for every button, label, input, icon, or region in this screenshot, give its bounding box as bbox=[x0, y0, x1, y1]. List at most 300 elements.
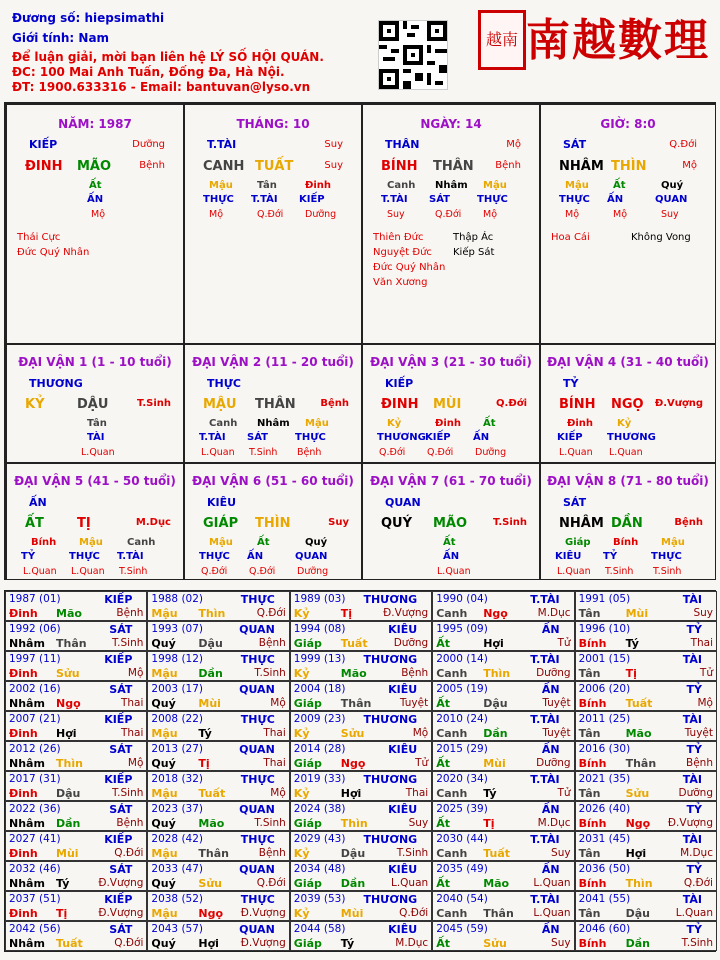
year-cell[interactable] bbox=[147, 621, 289, 651]
gender: Giới tính: Nam bbox=[12, 31, 110, 45]
year-label: 1993 (07) bbox=[151, 623, 204, 635]
year-stem: Canh bbox=[436, 667, 468, 680]
year-cell[interactable] bbox=[575, 651, 717, 681]
year-cell[interactable] bbox=[290, 741, 432, 771]
luck-branch: TỊ bbox=[77, 516, 91, 531]
year-god: TÀI bbox=[682, 833, 702, 846]
year-stem: Tân bbox=[578, 847, 601, 860]
year-cell[interactable] bbox=[432, 801, 574, 831]
luck-cell-6[interactable] bbox=[362, 463, 540, 580]
year-stem: Quý bbox=[151, 637, 176, 650]
year-stage: Đ.Vượng bbox=[383, 607, 429, 619]
year-god: KIẾP bbox=[104, 653, 133, 666]
year-stage: Mộ bbox=[127, 667, 144, 679]
pillar-branch: THÂN bbox=[433, 159, 474, 174]
year-god: QUAN bbox=[239, 683, 275, 696]
qr-code-graphic bbox=[379, 21, 447, 89]
year-cell[interactable] bbox=[5, 651, 147, 681]
year-stage: L.Quan bbox=[533, 907, 571, 919]
year-god: ẤN bbox=[541, 803, 560, 816]
luck-hidden-stem: Ất bbox=[257, 537, 270, 548]
year-cell[interactable] bbox=[147, 681, 289, 711]
luck-hidden-stem: Đinh bbox=[567, 418, 594, 429]
year-label: 2014 (28) bbox=[293, 743, 346, 755]
year-stem: Đinh bbox=[9, 667, 38, 680]
year-cell[interactable] bbox=[290, 831, 432, 861]
year-label: 2039 (53) bbox=[293, 893, 346, 905]
luck-hidden-stage: T.Sinh bbox=[119, 566, 148, 577]
year-god: ẤN bbox=[541, 623, 560, 636]
year-branch: Dần bbox=[198, 667, 223, 680]
year-cell[interactable] bbox=[290, 921, 432, 951]
year-branch: Ngọ bbox=[340, 757, 366, 770]
pillar-cell-1[interactable] bbox=[184, 104, 362, 344]
year-cell[interactable] bbox=[5, 591, 147, 621]
year-stem: Tân bbox=[578, 907, 601, 920]
year-stem: Canh bbox=[436, 907, 468, 920]
year-cell[interactable] bbox=[432, 621, 574, 651]
year-god: KIẾP bbox=[104, 773, 133, 786]
year-stem: Canh bbox=[436, 847, 468, 860]
star: Đức Quý Nhân bbox=[373, 262, 446, 273]
year-cell[interactable] bbox=[5, 861, 147, 891]
year-cell[interactable] bbox=[290, 651, 432, 681]
pillar-cell-2[interactable] bbox=[362, 104, 540, 344]
year-branch: Sửu bbox=[56, 667, 80, 680]
year-label: 2031 (45) bbox=[578, 833, 631, 845]
year-god: SÁT bbox=[109, 923, 133, 936]
luck-branch: THÌN bbox=[255, 516, 291, 531]
year-god: KIẾP bbox=[104, 893, 133, 906]
luck-branch: THÂN bbox=[255, 397, 296, 412]
luck-god: THƯƠNG bbox=[29, 377, 83, 390]
hidden-god: ẤN bbox=[607, 194, 624, 205]
year-label: 2037 (51) bbox=[9, 893, 61, 905]
year-stage: Mộ bbox=[697, 697, 713, 709]
year-branch: Thìn bbox=[625, 877, 653, 890]
year-stem: Đinh bbox=[9, 787, 38, 800]
year-god: ẤN bbox=[541, 923, 560, 936]
pillar-cell-0[interactable] bbox=[6, 104, 184, 344]
luck-hidden-stem: Mậu bbox=[79, 537, 103, 548]
year-label: 2011 (25) bbox=[578, 713, 631, 725]
year-branch: Thìn bbox=[198, 607, 226, 620]
pillar-title: NGÀY: 14 bbox=[420, 117, 482, 131]
year-label: 2035 (49) bbox=[436, 863, 488, 875]
year-stage: L.Quan bbox=[533, 877, 571, 889]
hidden-stage: Q.Đới bbox=[257, 209, 284, 220]
year-label: 2010 (24) bbox=[436, 713, 488, 725]
year-cell[interactable] bbox=[575, 801, 717, 831]
year-label: 2038 (52) bbox=[151, 893, 204, 905]
hidden-god: THỰC bbox=[559, 194, 590, 205]
year-stage: Mộ bbox=[270, 787, 286, 799]
year-branch: Mùi bbox=[483, 757, 506, 770]
year-cell[interactable] bbox=[5, 891, 147, 921]
luck-hidden-god: THỰC bbox=[199, 551, 230, 562]
year-stage: M.Dục bbox=[537, 817, 571, 829]
star: Hoa Cái bbox=[551, 232, 590, 243]
year-cell[interactable] bbox=[575, 621, 717, 651]
year-god: TỶ bbox=[686, 743, 702, 756]
year-label: 1987 (01) bbox=[9, 593, 61, 605]
luck-hidden-stem: Đinh bbox=[435, 418, 462, 429]
year-cell[interactable] bbox=[290, 861, 432, 891]
year-cell[interactable] bbox=[147, 831, 289, 861]
year-stem: Nhâm bbox=[9, 697, 45, 710]
year-stem: Nhâm bbox=[9, 817, 45, 830]
year-stem: Quý bbox=[151, 757, 176, 770]
year-branch: Tuất bbox=[198, 787, 226, 800]
year-cell[interactable] bbox=[290, 711, 432, 741]
year-cell[interactable] bbox=[432, 681, 574, 711]
luck-hidden-god: TỶ bbox=[21, 551, 36, 562]
year-cell[interactable] bbox=[290, 681, 432, 711]
luck-hidden-stem: Canh bbox=[127, 537, 156, 548]
year-stem: Nhâm bbox=[9, 877, 45, 890]
hidden-god: T.TÀI bbox=[251, 194, 278, 205]
year-branch: Dậu bbox=[56, 787, 81, 800]
year-label: 2041 (55) bbox=[578, 893, 631, 905]
year-cell[interactable] bbox=[575, 861, 717, 891]
year-god: KIÊU bbox=[388, 623, 418, 636]
year-label: 2036 (50) bbox=[578, 863, 631, 875]
year-branch: Tị bbox=[483, 817, 495, 830]
luck-hidden-stem: Bính bbox=[31, 537, 57, 548]
year-cell[interactable] bbox=[432, 891, 574, 921]
hidden-stage: Mộ bbox=[483, 209, 498, 220]
year-god: T.TÀI bbox=[530, 593, 560, 606]
year-stage: Đ.Vượng bbox=[667, 817, 713, 829]
year-cell[interactable] bbox=[147, 591, 289, 621]
year-branch: Hợi bbox=[198, 937, 219, 950]
luck-hidden-stem: Nhâm bbox=[257, 418, 290, 429]
year-cell[interactable] bbox=[147, 711, 289, 741]
luck-title: ĐẠI VẬN 2 (11 - 20 tuổi) bbox=[192, 355, 354, 369]
year-cell[interactable] bbox=[575, 591, 717, 621]
year-label: 1995 (09) bbox=[436, 623, 488, 635]
year-stem: Ất bbox=[436, 697, 450, 710]
year-cell[interactable] bbox=[147, 891, 289, 921]
year-cell[interactable] bbox=[575, 711, 717, 741]
luck-hidden-god: ẤN bbox=[247, 551, 264, 562]
year-stage: Q.Đới bbox=[256, 607, 286, 619]
year-branch: Dần bbox=[56, 817, 81, 830]
year-cell[interactable] bbox=[575, 771, 717, 801]
year-god: SÁT bbox=[109, 863, 133, 876]
year-god: TÀI bbox=[682, 713, 702, 726]
year-label: 2030 (44) bbox=[436, 833, 488, 845]
year-stage: Suy bbox=[551, 847, 571, 859]
year-cell[interactable] bbox=[432, 651, 574, 681]
year-cell[interactable] bbox=[147, 651, 289, 681]
year-god: KIÊU bbox=[388, 743, 418, 756]
luck-cell-1[interactable] bbox=[184, 344, 362, 463]
pillar-stage: Suy bbox=[324, 160, 343, 171]
hidden-stem: Đinh bbox=[305, 180, 332, 191]
year-branch: Mùi bbox=[340, 907, 364, 920]
year-stage: T.Sinh bbox=[681, 937, 713, 949]
year-branch: Tý bbox=[340, 937, 355, 950]
year-god: THỰC bbox=[240, 713, 275, 726]
year-stage: L.Quan bbox=[675, 907, 713, 919]
year-label: 1990 (04) bbox=[436, 593, 488, 605]
year-god: THỰC bbox=[240, 773, 275, 786]
year-label: 2000 (14) bbox=[436, 653, 488, 665]
year-cell[interactable] bbox=[147, 861, 289, 891]
luck-hidden-stage: Q.Đới bbox=[249, 566, 276, 577]
hidden-god: T.TÀI bbox=[381, 194, 408, 205]
year-cell[interactable] bbox=[5, 621, 147, 651]
year-stage: T.Sinh bbox=[111, 637, 144, 649]
luck-cell-7[interactable] bbox=[540, 463, 716, 580]
hidden-stage: Mộ bbox=[91, 209, 106, 220]
pillar-cell-3[interactable] bbox=[540, 104, 716, 344]
luck-stage: Đ.Vượng bbox=[654, 398, 703, 409]
year-god: SÁT bbox=[109, 743, 133, 756]
year-cell[interactable] bbox=[147, 771, 289, 801]
year-god: THƯƠNG bbox=[363, 713, 418, 726]
year-branch: Thìn bbox=[56, 757, 83, 770]
year-god: ẤN bbox=[541, 683, 560, 696]
year-cell[interactable] bbox=[290, 891, 432, 921]
contact-note: Để luận giải, mời bạn liên hệ LÝ SỐ HỘI QUÁN. bbox=[12, 50, 324, 64]
luck-hidden-stage: T.Sinh bbox=[653, 566, 682, 577]
year-god: QUAN bbox=[239, 923, 275, 936]
luck-stage: T.Sinh bbox=[137, 398, 171, 409]
year-god: THỰC bbox=[240, 593, 275, 606]
luck-hidden-stage: L.Quan bbox=[23, 566, 57, 577]
year-label: 2027 (41) bbox=[9, 833, 61, 845]
year-cell[interactable] bbox=[147, 741, 289, 771]
luck-title: ĐẠI VẬN 7 (61 - 70 tuổi) bbox=[370, 474, 532, 488]
pillar-top-stage: Mộ bbox=[506, 139, 521, 150]
logo bbox=[500, 6, 710, 66]
year-branch: Dần bbox=[340, 877, 366, 890]
luck-hidden-stem: Bính bbox=[613, 537, 639, 548]
year-cell[interactable] bbox=[5, 681, 147, 711]
year-cell[interactable] bbox=[432, 741, 574, 771]
luck-hidden-god: QUAN bbox=[295, 551, 328, 562]
year-stem: Giáp bbox=[293, 757, 322, 770]
pillar-title: NĂM: 1987 bbox=[58, 117, 132, 131]
pillar-stage: Mộ bbox=[682, 160, 697, 171]
hidden-stage: Q.Đới bbox=[435, 209, 462, 220]
year-god: QUAN bbox=[239, 623, 275, 636]
year-god: TÀI bbox=[682, 653, 702, 666]
year-branch: Hợi bbox=[340, 787, 362, 800]
luck-stem: QUÝ bbox=[381, 516, 413, 531]
year-god: T.TÀI bbox=[530, 773, 560, 786]
year-label: 2015 (29) bbox=[436, 743, 488, 755]
hidden-god: THỰC bbox=[477, 194, 508, 205]
year-cell[interactable] bbox=[432, 921, 574, 951]
phone-email[interactable]: ĐT: 1900.633316 - Email: bantuvan@lyso.vn bbox=[12, 80, 311, 94]
year-label: 1992 (06) bbox=[9, 623, 61, 635]
luck-cell-5[interactable] bbox=[184, 463, 362, 580]
year-label: 2002 (16) bbox=[9, 683, 61, 695]
year-label: 1997 (11) bbox=[9, 653, 61, 665]
luck-hidden-stage: L.Quan bbox=[201, 447, 235, 458]
year-branch: Sửu bbox=[198, 877, 222, 890]
luck-stem: ẤT bbox=[25, 516, 44, 531]
year-god: T.TÀI bbox=[530, 893, 560, 906]
year-cell[interactable] bbox=[147, 801, 289, 831]
luck-stage: Bệnh bbox=[674, 517, 703, 528]
pillar-top-god: SÁT bbox=[563, 138, 587, 151]
year-branch: Ngọ bbox=[198, 907, 224, 920]
year-stage: Tử bbox=[557, 787, 571, 799]
hidden-stem: Ất bbox=[89, 180, 102, 191]
luck-cell-2[interactable] bbox=[362, 344, 540, 463]
year-cell[interactable] bbox=[290, 801, 432, 831]
hidden-stage: Mộ bbox=[613, 209, 628, 220]
year-cell[interactable] bbox=[432, 831, 574, 861]
luck-hidden-stem: Mậu bbox=[305, 418, 329, 429]
year-label: 1991 (05) bbox=[578, 593, 631, 605]
luck-hidden-god: TỶ bbox=[603, 551, 618, 562]
year-cell[interactable] bbox=[5, 771, 147, 801]
year-stage: T.Sinh bbox=[396, 847, 429, 859]
year-cell[interactable] bbox=[432, 591, 574, 621]
year-branch: Mão bbox=[56, 607, 82, 620]
year-god: TÀI bbox=[682, 593, 702, 606]
year-cell[interactable] bbox=[290, 771, 432, 801]
luck-cell-0[interactable] bbox=[6, 344, 184, 463]
year-label: 2016 (30) bbox=[578, 743, 631, 755]
year-stem: Giáp bbox=[293, 937, 322, 950]
year-stem: Giáp bbox=[293, 637, 322, 650]
year-cell[interactable] bbox=[575, 681, 717, 711]
year-label: 2001 (15) bbox=[578, 653, 631, 665]
luck-stem: GIÁP bbox=[203, 516, 239, 531]
year-god: KIÊU bbox=[388, 803, 418, 816]
year-stem: Đinh bbox=[9, 607, 38, 620]
luck-hidden-god: T.TÀI bbox=[199, 432, 226, 443]
year-stage: Mộ bbox=[412, 727, 429, 739]
pillar-grid bbox=[4, 102, 716, 580]
year-stem: Bính bbox=[578, 937, 607, 950]
luck-hidden-god: KIÊU bbox=[555, 551, 582, 562]
year-cell[interactable] bbox=[432, 771, 574, 801]
year-stage: L.Quan bbox=[390, 877, 429, 889]
year-label: 1989 (03) bbox=[293, 593, 346, 605]
year-branch: Mão bbox=[198, 817, 225, 830]
year-stage: M.Dục bbox=[680, 847, 713, 859]
year-label: 2042 (56) bbox=[9, 923, 61, 935]
year-god: KIÊU bbox=[388, 863, 418, 876]
year-cell[interactable] bbox=[5, 921, 147, 951]
year-cell[interactable] bbox=[5, 741, 147, 771]
pillar-top-stage: Suy bbox=[324, 139, 343, 150]
year-god: TÀI bbox=[682, 893, 702, 906]
year-stage: Bệnh bbox=[401, 667, 429, 679]
year-stage: T.Sinh bbox=[111, 787, 144, 799]
luck-hidden-stage: Dưỡng bbox=[297, 566, 329, 577]
hidden-god: ẤN bbox=[87, 194, 104, 205]
year-stage: Bệnh bbox=[116, 607, 144, 619]
year-cell[interactable] bbox=[5, 831, 147, 861]
year-stage: Dưỡng bbox=[536, 667, 571, 679]
year-cell[interactable] bbox=[432, 861, 574, 891]
hidden-stem: Nhâm bbox=[435, 180, 468, 191]
year-cell[interactable] bbox=[575, 741, 717, 771]
year-cell[interactable] bbox=[5, 801, 147, 831]
year-branch: Tuất bbox=[483, 847, 510, 860]
year-branch: Ngọ bbox=[625, 817, 651, 830]
year-label: 2004 (18) bbox=[293, 683, 346, 695]
year-branch: Dậu bbox=[340, 847, 366, 860]
year-stage: M.Dục bbox=[537, 607, 571, 619]
year-stem: Bính bbox=[578, 757, 607, 770]
pillar-top-god: THÂN bbox=[385, 138, 420, 151]
luck-hidden-god: THƯƠNG bbox=[377, 432, 426, 443]
year-cell[interactable] bbox=[575, 831, 717, 861]
year-stage: Bệnh bbox=[258, 637, 286, 649]
year-label: 1996 (10) bbox=[578, 623, 631, 635]
year-stem: Kỷ bbox=[293, 667, 310, 680]
year-branch: Mão bbox=[483, 877, 510, 890]
year-stem: Giáp bbox=[293, 697, 322, 710]
year-label: 2034 (48) bbox=[293, 863, 346, 875]
hidden-stem: Mậu bbox=[483, 180, 507, 191]
owner-name: Đương số: hiepsimathi bbox=[12, 11, 165, 25]
year-stem: Ất bbox=[436, 757, 450, 770]
star: Nguyệt Đức bbox=[373, 247, 432, 258]
year-stem: Ất bbox=[436, 637, 450, 650]
year-branch: Tuất bbox=[340, 637, 368, 650]
star: Đức Quý Nhân bbox=[17, 247, 90, 258]
year-stem: Mậu bbox=[151, 667, 178, 680]
year-god: KIÊU bbox=[388, 683, 418, 696]
year-cell[interactable] bbox=[290, 591, 432, 621]
year-label: 1988 (02) bbox=[151, 593, 204, 605]
hidden-stem: Ất bbox=[613, 180, 626, 191]
year-cell[interactable] bbox=[5, 711, 147, 741]
pillar-stage: Bệnh bbox=[495, 160, 521, 171]
pillar-title: THÁNG: 10 bbox=[236, 117, 310, 131]
luck-hidden-stage: L.Quan bbox=[81, 447, 115, 458]
luck-cell-3[interactable] bbox=[540, 344, 716, 463]
luck-hidden-stage: L.Quan bbox=[557, 566, 591, 577]
year-god: QUAN bbox=[239, 803, 275, 816]
year-branch: Dậu bbox=[625, 907, 650, 920]
luck-stem: KỶ bbox=[25, 397, 45, 412]
pillar-stage: Bệnh bbox=[139, 160, 165, 171]
luck-branch: DẬU bbox=[77, 397, 109, 412]
luck-hidden-god: ẤN bbox=[473, 432, 490, 443]
year-cell[interactable] bbox=[290, 621, 432, 651]
year-stage: Q.Đới bbox=[114, 937, 144, 949]
year-god: SÁT bbox=[109, 623, 133, 636]
year-branch: Tý bbox=[625, 637, 639, 650]
year-cell[interactable] bbox=[575, 891, 717, 921]
year-cell[interactable] bbox=[147, 921, 289, 951]
year-stem: Đinh bbox=[9, 727, 38, 740]
luck-hidden-stage: L.Quan bbox=[609, 447, 643, 458]
year-cell[interactable] bbox=[575, 921, 717, 951]
luck-stage: T.Sinh bbox=[493, 517, 527, 528]
year-cell[interactable] bbox=[432, 711, 574, 741]
year-branch: Tị bbox=[56, 907, 68, 920]
luck-hidden-stage: Q.Đới bbox=[201, 566, 228, 577]
year-god: THỰC bbox=[240, 893, 275, 906]
qr-code-icon[interactable] bbox=[378, 20, 448, 90]
luck-cell-4[interactable] bbox=[6, 463, 184, 580]
luck-hidden-stem: Mậu bbox=[661, 537, 685, 548]
year-branch: Tuất bbox=[56, 937, 83, 950]
year-label: 2009 (23) bbox=[293, 713, 346, 725]
